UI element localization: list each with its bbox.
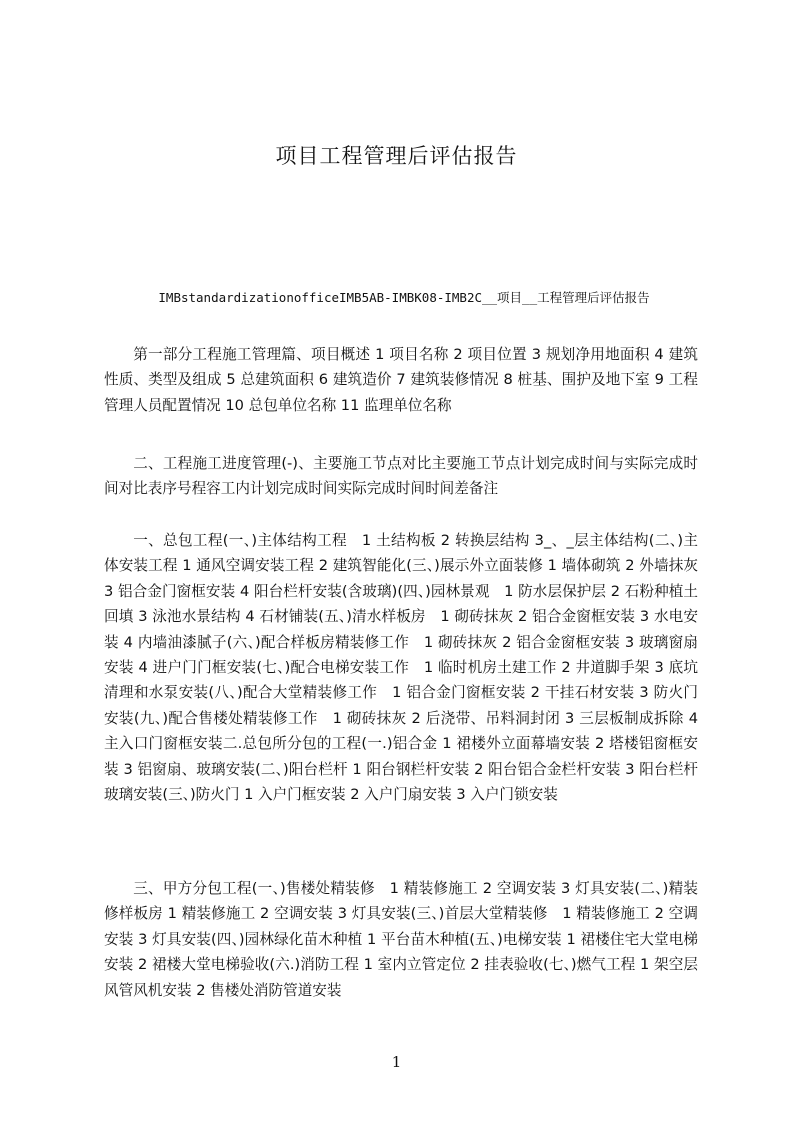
- page-number: 1: [391, 1053, 402, 1071]
- paragraph-owner-subcontract-works: 三、甲方分包工程(一、)售楼处精装修 1 精装修施工 2 空调安装 3 灯具安装(二、)精装修样板房 1 精装修施工 2 空调安装 3 灯具安装(三、)首层大堂精装修 1 精装修施工 2 空调安装 3 灯具安装(四、)园林绿化苗木种植 1 平台苗木种植(五、)电梯安装 1 裙楼住宅大堂电梯安装 2 裙楼大堂电梯验收(六.)消防工程 1 室内立管定位 2 挂表验收(七、)燃气工程 1 架空层风管风机安装 2 售楼处消防管道安装: [104, 880, 698, 999]
- paragraph-schedule-management: 二、工程施工进度管理(-)、主要施工节点对比主要施工节点计划完成时间与实际完成时间对比表序号程容工内计划完成时间实际完成时间时间差备注: [104, 455, 698, 498]
- paragraph-general-contract-works: 一、总包工程(一、)主体结构工程 1 土结构板 2 转换层结构 3_、_层主体结构(二、)主体安装工程 1 通风空调安装工程 2 建筑智能化(三、)展示外立面装修 1 墙体砌筑 2 外墙抹灰 3 铝合金门窗框安装 4 阳台栏杆安装(含玻璃)(四、)园林景观 1 防水层保护层 2 石粉种植土回填 3 泳池水景结构 4 石材铺装(五、)清水样板房 1 砌砖抹灰 2 铝合金窗框安装 3 水电安装 4 内墙油漆腻子(六、)配合样板房精装修工作 1 砌砖抹灰 2 铝合金窗框安装 3 玻璃窗扇安装 4 进户门门框安装(七、)配合电梯安装工作 1 临时机房土建工作 2 井道脚手架 3 底坑清理和水泵安装(八、)配合大堂精装修工作 1 铝合金门窗框安装 2 干挂石材安装 3 防火门安装(九、)配合售楼处精装修工作 1 砌砖抹灰 2 后浇带、吊料洞封闭 3 三层板制成拆除 4 主入口门窗框安装二.总包所分包的工程(一.)铝合金 1 裙楼外立面幕墙安装 2 塔楼铝窗框安装 3 铝窗扇、玻璃安装(二、)阳台栏杆 1 阳台钢栏杆安装 2 阳台铝合金栏杆安装 3 阳台栏杆玻璃安装(三、)防火门 1 入户门框安装 2 入户门扇安装 3 入户门锁安装: [104, 532, 698, 804]
- paragraph-project-overview: 第一部分工程施工管理篇、项目概述 1 项目名称 2 项目位置 3 规划净用地面积 4 建筑性质、类型及组成 5 总建筑面积 6 建筑造价 7 建筑装修情况 8 桩基、围护及地下室 9 工程管理人员配置情况 10 总包单位名称 11 监理单位名称: [104, 346, 698, 414]
- document-title: 项目工程管理后评估报告: [275, 144, 518, 168]
- document-subtitle: IMBstandardizationofficeIMB5AB-IMBK08-IMB2C__项目__工程管理后评估报告: [158, 290, 650, 305]
